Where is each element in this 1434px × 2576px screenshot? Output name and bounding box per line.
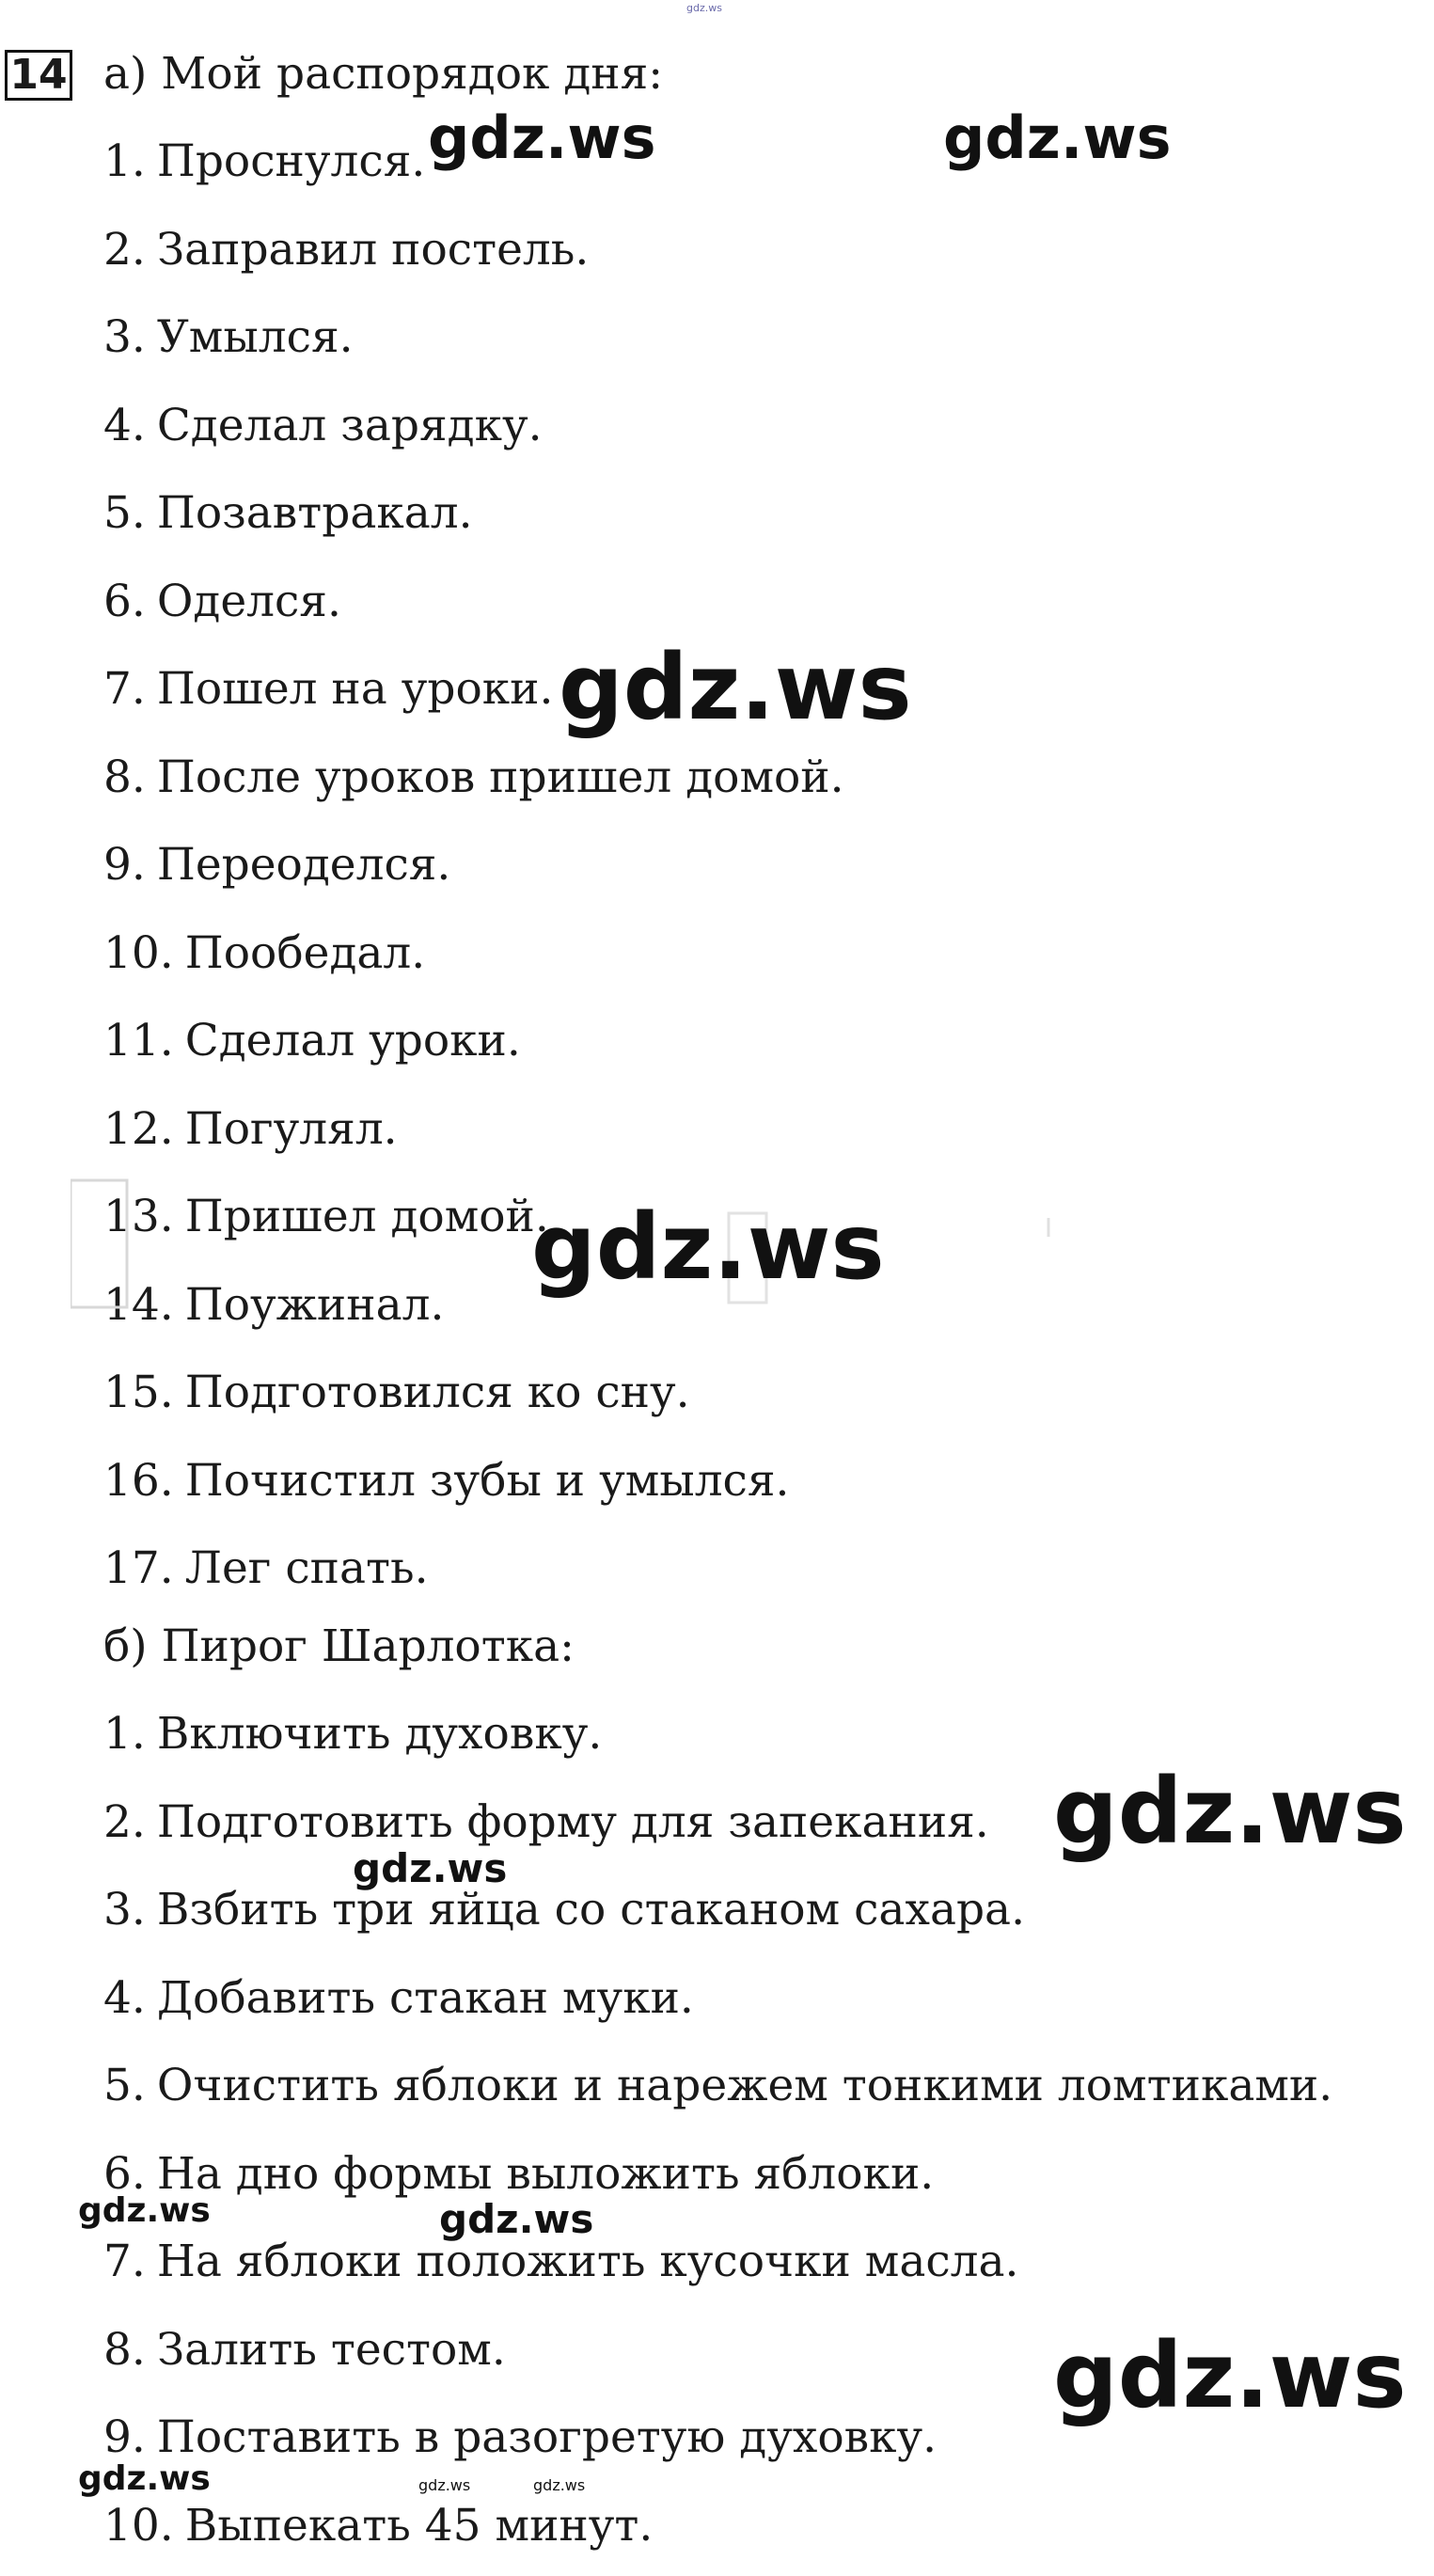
item-text: Оделся. bbox=[156, 575, 341, 627]
routine-list-item bbox=[103, 224, 589, 277]
watermark: gdz.ws bbox=[533, 2476, 586, 2494]
recipe-list-item bbox=[103, 2148, 934, 2201]
item-text: Взбить три яйца со стаканом сахара. bbox=[156, 1884, 1026, 1936]
item-number: 3. bbox=[103, 311, 146, 363]
item-text: Поставить в разогретую духовку. bbox=[156, 2411, 938, 2463]
item-text: Почистил зубы и умылся. bbox=[184, 1454, 790, 1507]
item-number: 14. bbox=[103, 1278, 174, 1331]
item-text: Пришел домой. bbox=[184, 1191, 549, 1242]
item-text: Пошел на уроки. bbox=[156, 663, 554, 715]
item-text: Заправил постель. bbox=[156, 223, 590, 276]
recipe-list-item bbox=[103, 2500, 653, 2552]
recipe-list-item bbox=[103, 1708, 602, 1761]
item-number: 7. bbox=[103, 2236, 146, 2287]
watermark: gdz.ws bbox=[418, 2476, 471, 2494]
item-text: На яблоки положить кусочки масла. bbox=[156, 2236, 1019, 2287]
item-text: Включить духовку. bbox=[156, 1708, 603, 1760]
recipe-list-item bbox=[103, 1972, 694, 2025]
item-number: 2. bbox=[103, 223, 146, 276]
routine-list-item bbox=[103, 487, 473, 540]
item-number: 5. bbox=[103, 2060, 146, 2111]
item-number: 13. bbox=[103, 1191, 174, 1242]
item-text: Выпекать 45 минут. bbox=[184, 2499, 654, 2552]
recipe-list-item bbox=[103, 2411, 937, 2464]
watermark: gdz.ws bbox=[439, 2196, 594, 2242]
item-text: Добавить стакан муки. bbox=[156, 1971, 694, 2024]
routine-list-item bbox=[103, 135, 425, 188]
item-number: 2. bbox=[103, 1795, 146, 1848]
item-number: 15. bbox=[103, 1367, 174, 1418]
item-text: Переоделся. bbox=[156, 839, 451, 891]
item-text: Подготовился ко сну. bbox=[184, 1367, 690, 1418]
item-number: 16. bbox=[103, 1454, 174, 1507]
item-text: Погулял. bbox=[184, 1102, 398, 1155]
item-text: Залить тестом. bbox=[156, 2323, 506, 2376]
item-text: Сделал зарядку. bbox=[156, 399, 543, 451]
item-number: 6. bbox=[103, 575, 146, 627]
watermark: gdz.ws bbox=[943, 103, 1172, 172]
routine-list-item bbox=[103, 1103, 398, 1156]
item-number: 5. bbox=[103, 487, 146, 539]
watermark: gdz.ws bbox=[1053, 1759, 1407, 1864]
item-number: 6. bbox=[103, 2147, 146, 2200]
item-text: Проснулся. bbox=[156, 135, 426, 187]
watermark: gdz.ws bbox=[428, 103, 656, 172]
recipe-list-item bbox=[103, 1796, 989, 1849]
item-text: Подготовить форму для запекания. bbox=[156, 1795, 989, 1848]
item-number: 12. bbox=[103, 1102, 174, 1155]
routine-list-item bbox=[103, 1542, 429, 1595]
routine-list-item bbox=[103, 751, 844, 804]
routine-list-item bbox=[103, 1367, 690, 1419]
section-a-heading: а) Мой распорядок дня: bbox=[103, 48, 664, 100]
item-number: 8. bbox=[103, 751, 146, 803]
section-b-heading: б) Пирог Шарлотка: bbox=[103, 1620, 575, 1672]
watermark: gdz.ws bbox=[1053, 2323, 1407, 2428]
watermark: gdz.ws bbox=[78, 2191, 211, 2230]
item-text: Лег спать. bbox=[184, 1542, 429, 1594]
item-text: Очистить яблоки и нарежем тонкими ломтиками. bbox=[156, 2060, 1333, 2111]
watermark: gdz.ws bbox=[353, 1845, 508, 1891]
item-number: 10. bbox=[103, 926, 174, 979]
routine-list-item bbox=[103, 1015, 521, 1067]
item-number: 11. bbox=[103, 1015, 174, 1067]
routine-list-item bbox=[103, 311, 354, 364]
routine-list-item bbox=[103, 1279, 444, 1332]
recipe-list-item bbox=[103, 2236, 1018, 2288]
item-number: 7. bbox=[103, 663, 146, 715]
item-text: Позавтракал. bbox=[156, 487, 473, 539]
watermark-top: gdz.ws bbox=[686, 2, 722, 14]
routine-list-item bbox=[103, 400, 543, 452]
item-text: После уроков пришел домой. bbox=[156, 751, 844, 803]
recipe-list-item bbox=[103, 2324, 506, 2377]
item-text: На дно формы выложить яблоки. bbox=[156, 2147, 935, 2200]
item-number: 1. bbox=[103, 1708, 146, 1760]
item-number: 4. bbox=[103, 1971, 146, 2024]
item-number: 10. bbox=[103, 2499, 174, 2552]
item-number: 9. bbox=[103, 2411, 146, 2463]
recipe-list-item bbox=[103, 1884, 1025, 1936]
routine-list-item bbox=[103, 1191, 549, 1243]
routine-list-item bbox=[103, 839, 450, 892]
task-number-box: 14 bbox=[5, 50, 72, 101]
routine-list-item bbox=[103, 927, 425, 980]
item-number: 1. bbox=[103, 135, 146, 187]
watermark: gdz.ws bbox=[531, 1194, 885, 1300]
item-number: 4. bbox=[103, 399, 146, 451]
item-text: Поужинал. bbox=[184, 1278, 445, 1331]
item-number: 8. bbox=[103, 2323, 146, 2376]
item-text: Пообедал. bbox=[184, 926, 426, 979]
item-number: 9. bbox=[103, 839, 146, 891]
routine-list-item bbox=[103, 576, 341, 628]
watermark: gdz.ws bbox=[78, 2459, 211, 2498]
routine-list-item bbox=[103, 663, 553, 716]
watermark: gdz.ws bbox=[559, 635, 912, 740]
item-text: Сделал уроки. bbox=[184, 1015, 521, 1067]
item-number: 3. bbox=[103, 1884, 146, 1936]
routine-list-item bbox=[103, 1455, 789, 1508]
recipe-list-item bbox=[103, 2060, 1332, 2112]
item-number: 17. bbox=[103, 1542, 174, 1594]
item-text: Умылся. bbox=[156, 311, 354, 363]
